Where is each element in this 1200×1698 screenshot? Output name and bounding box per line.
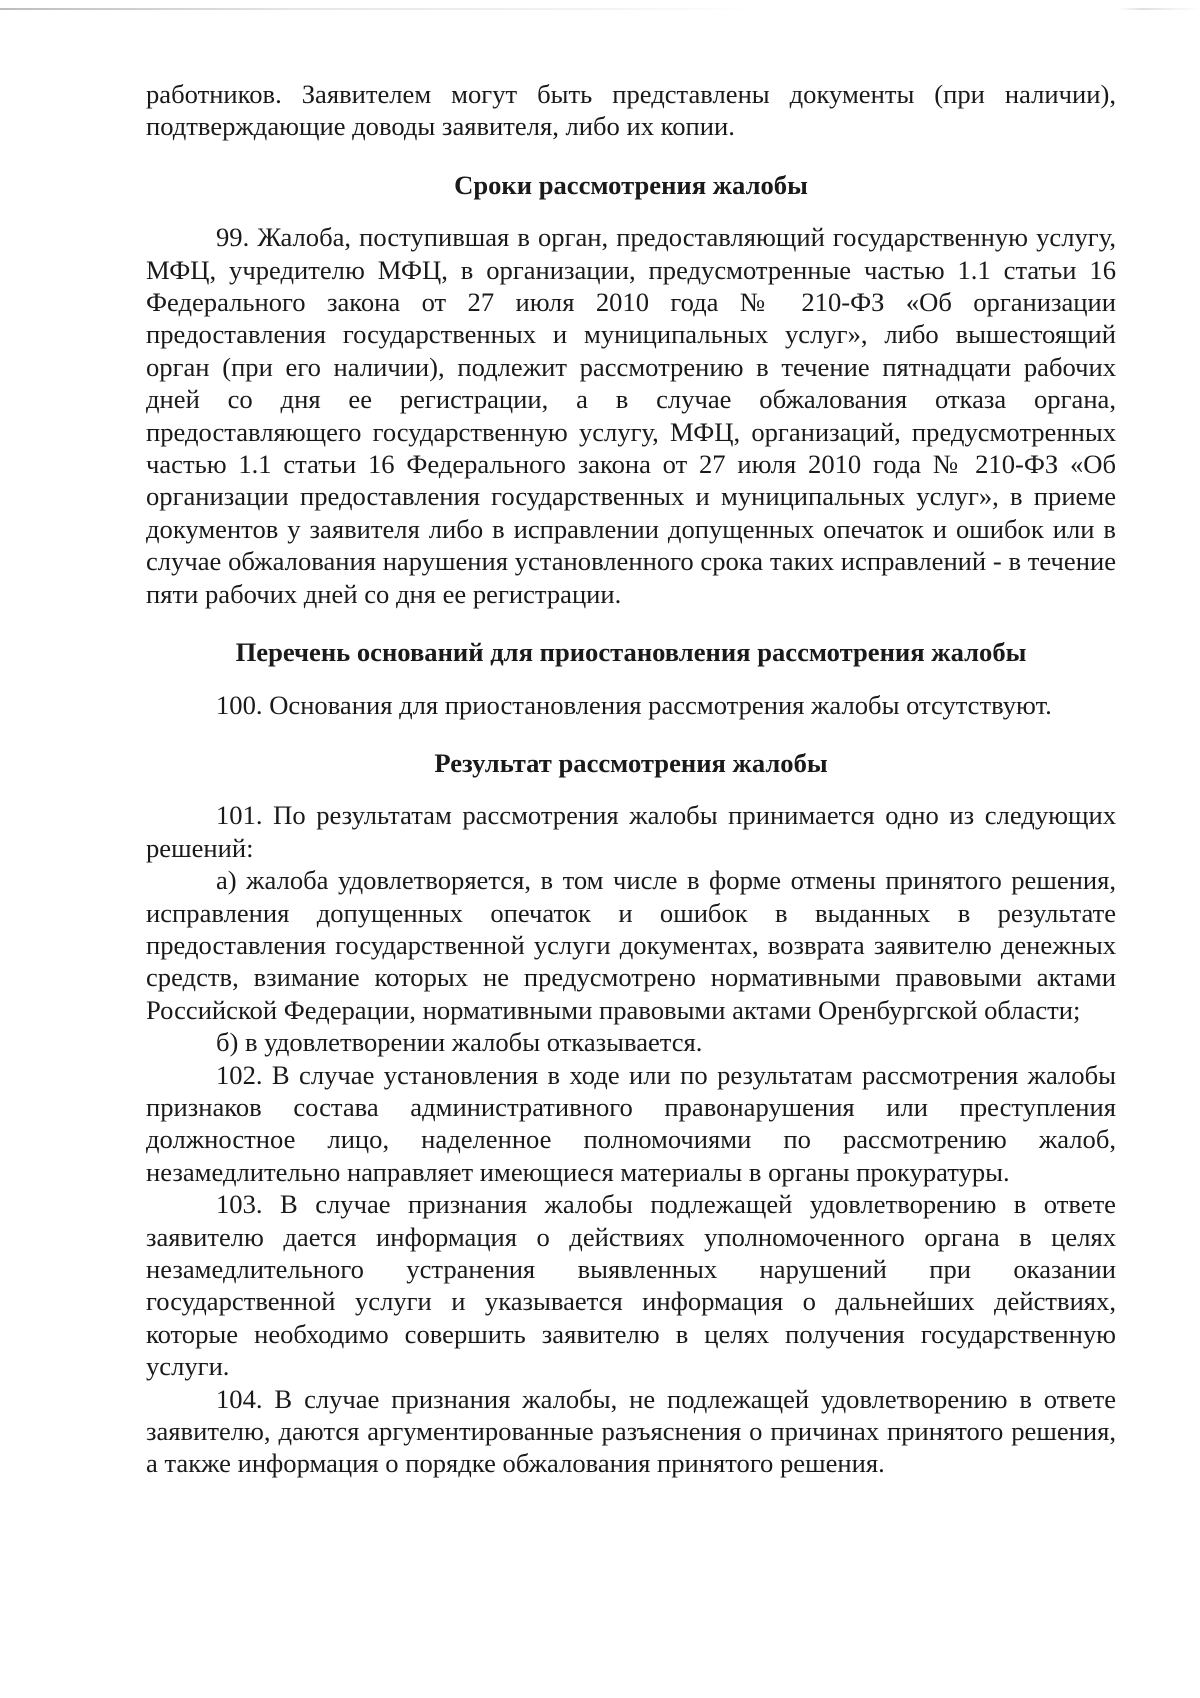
paragraph-103: 103. В случае признания жалобы подлежащей удовлетворению в ответе заявителю дается информация о действиях уполномоченного органа в целях незамедлительного устранения выявленных нарушений при оказании государственной услуги и указывается информация о дальнейших действиях, которые необходимо совершить заявителю в целях получения государственную услуги.	[146, 1189, 1116, 1382]
paragraph-100: 100. Основания для приостановления рассмотрения жалобы отсутствуют.	[216, 689, 1052, 720]
section-heading-review-terms: Сроки рассмотрения жалобы	[454, 169, 808, 200]
intro-paragraph: работников. Заявителем могут быть представлены документы (при наличии), подтверждающие доводы заявителя, либо их копии.	[146, 79, 1116, 142]
scan-border-top-right	[1118, 8, 1200, 10]
paragraph-102: 102. В случае установления в ходе или по результатам рассмотрения жалобы признаков состава административного правонарушения или преступления должностное лицо, наделенное полномочиями по рассмотрению жалоб, незамедлительно направляет имеющиеся материалы в органы прокуратуры.	[146, 1059, 1116, 1187]
section-heading-review-result: Результат рассмотрения жалобы	[434, 747, 828, 778]
paragraph-101: 101. По результатам рассмотрения жалобы принимается одно из следующих решений:	[146, 800, 1116, 863]
paragraph-101-a: а) жалоба удовлетворяется, в том числе в форме отмены принятого решения, исправления допущенных опечаток и ошибок в выданных в результате предоставления государственной услуги документах, возврата заявителю денежных средств, взимание которых не предусмотрено нормативными правовыми актами Российской Федерации, нормативными правовыми актами Оренбургской области;	[146, 865, 1116, 1025]
scan-border-top-left	[0, 8, 760, 10]
paragraph-101-b: б) в удовлетворении жалобы отказывается.	[216, 1027, 703, 1058]
document-body	[146, 78, 1116, 1480]
paragraph-99: 99. Жалоба, поступившая в орган, предоставляющий государственную услугу, МФЦ, учредителю МФЦ, в организации, предусмотренные частью 1.1 статьи 16 Федерального закона от 27 июля 2010 года № 210-ФЗ «Об организации предоставления государственных и муниципальных услуг», либо вышестоящий орган (при его наличии), подлежит рассмотрению в течение пятнадцати рабочих дней со дня ее регистрации, а в случае обжалования отказа органа, предоставляющего государственную услугу, МФЦ, организаций, предусмотренных частью 1.1 статьи 16 Федерального закона от 27 июля 2010 года № 210-ФЗ «Об организации предоставления государственных и муниципальных услуг», в приеме документов у заявителя либо в исправлении допущенных опечаток и ошибок или в случае обжалования нарушения установленного срока таких исправлений - в течение пяти рабочих дней со дня ее регистрации.	[146, 222, 1116, 609]
paragraph-104: 104. В случае признания жалобы, не подлежащей удовлетворению в ответе заявителю, даются аргументированные разъяснения о причинах принятого решения, а также информация о порядке обжалования принятого решения.	[146, 1383, 1116, 1479]
section-heading-suspension-grounds: Перечень оснований для приостановления рассмотрения жалобы	[235, 637, 1027, 668]
